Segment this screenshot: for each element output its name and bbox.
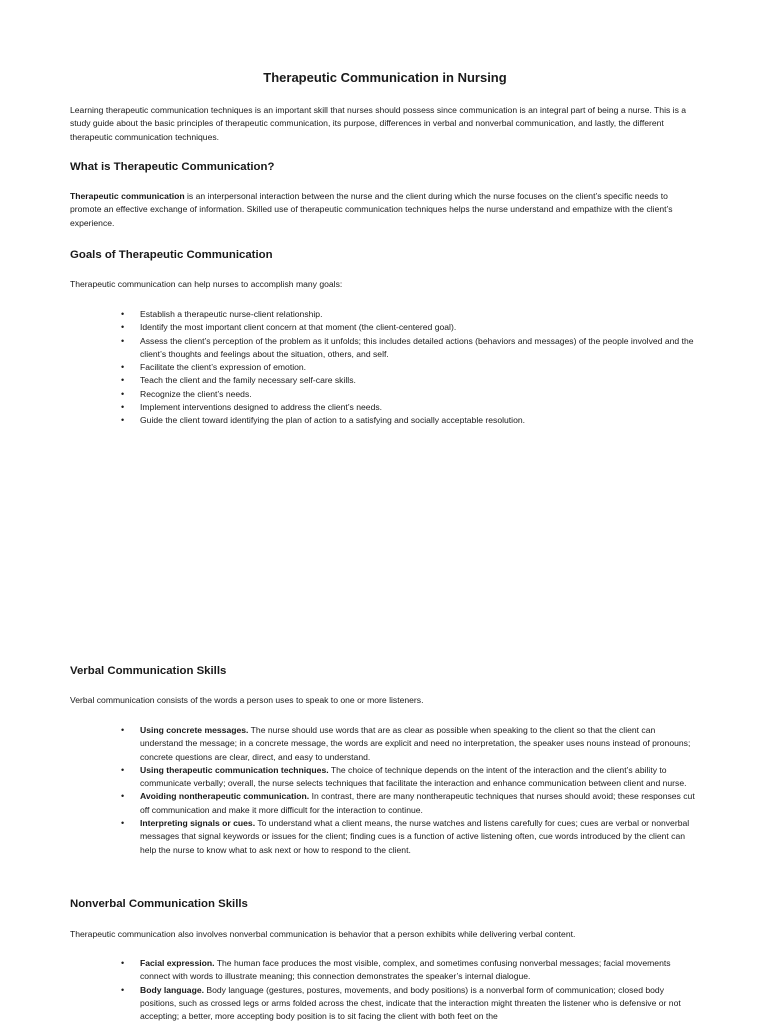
- what-term: Therapeutic communication: [70, 191, 185, 201]
- what-paragraph: [70, 190, 700, 230]
- list-item: • Guide the client toward identifying the plan of action to a satisfying and socially acceptable resolution.: [70, 414, 700, 427]
- list-item: • Teach the client and the family necessary self-care skills.: [70, 374, 700, 387]
- list-item: • Assess the client’s perception of the problem as it unfolds; this includes detailed actions (behaviors and messages) of the people involved and the client’s thoughts and feelings about the situation, others, and self.: [70, 335, 700, 362]
- verbal-heading: Verbal Communication Skills: [70, 665, 227, 677]
- verbal-list: [70, 724, 700, 857]
- list-item: • Establish a therapeutic nurse-client relationship.: [70, 308, 700, 321]
- what-text: is an interpersonal interaction between the nurse and the client during which the nurse focuses on the client’s specific needs to promote an effective exchange of information. Skilled use of therapeutic communication techniques helps the nurse understand and empathize with the client’s experience.: [70, 191, 673, 228]
- item-text: In contrast, there are many nontherapeutic techniques that nurses should avoid; these responses cut off communication and make it more difficult for the interaction to continue.: [140, 791, 695, 815]
- goals-heading: Goals of Therapeutic Communication: [70, 249, 273, 261]
- list-item: • Facilitate the client’s expression of emotion.: [70, 361, 700, 374]
- nonverbal-list: [70, 957, 700, 1023]
- item-text: To understand what a client means, the nurse watches and listens carefully for cues; cues are verbal or nonverbal messages that signal keywords or issues for the client; finding cues is a function of active listening often, cue words introduced by the client can help the nurse to know what to ask next or how to respond to the client.: [140, 818, 690, 855]
- goals-lead: Therapeutic communication can help nurses to accomplish many goals:: [70, 279, 343, 289]
- list-item: • Recognize the client’s needs.: [70, 388, 700, 401]
- nonverbal-lead: Therapeutic communication also involves nonverbal communication is behavior that a person exhibits while delivering verbal content.: [70, 929, 576, 939]
- verbal-lead: Verbal communication consists of the words a person uses to speak to one or more listeners.: [70, 695, 424, 705]
- item-term: Facial expression.: [140, 958, 215, 968]
- goals-list: [70, 308, 700, 428]
- list-item: • Implement interventions designed to address the client’s needs.: [70, 401, 700, 414]
- nonverbal-heading: Nonverbal Communication Skills: [70, 898, 248, 910]
- item-term: Body language.: [140, 984, 204, 995]
- list-item: • Identify the most important client concern at that moment (the client-centered goal).: [70, 321, 700, 334]
- what-heading: What is Therapeutic Communication?: [70, 161, 275, 173]
- item-term: Using therapeutic communication techniques.: [140, 764, 329, 775]
- list-item: [70, 724, 700, 764]
- item-term: Avoiding nontherapeutic communication.: [140, 791, 310, 802]
- intro-paragraph: Learning therapeutic communication techniques is an important skill that nurses should possess since communication is an integral part of being a nurse. This is a study guide about the basic principles of therapeutic communication, its purpose, differences in verbal and nonverbal communication, and lastly, the different therapeutic communication techniques.: [70, 105, 687, 142]
- item-term: Interpreting signals or cues.: [140, 818, 256, 829]
- item-text: The human face produces the most visible, complex, and sometimes confusing nonverbal messages; facial movements connect with words to illustrate meaning; this connection demonstrates the speaker’s internal dialogue.: [140, 958, 671, 982]
- item-text: The choice of technique depends on the intent of the interaction and the client’s ability to communicate verbally; overall, the nurse selects techniques that facilitate the interaction and enhance communication between client and nurse.: [140, 764, 687, 789]
- item-term: Using concrete messages.: [140, 725, 249, 735]
- list-item: [70, 764, 700, 791]
- list-item: [70, 790, 700, 817]
- item-text: Body language (gestures, postures, movements, and body positions) is a nonverbal form of communication; closed body positions, such as crossed legs or arms folded across the chest, indicate that the interaction might threaten the listener who is defensive or not accepting; a better, more accepting body position is to sit facing the client with both feet on the: [140, 984, 681, 1022]
- item-text: The nurse should use words that are as clear as possible when speaking to the client so that the client can understand the message; in a concrete message, the words are explicit and need no interpretation, the speaker uses nouns instead of pronouns; concrete questions are clear, direct, and easy to understand.: [140, 725, 691, 762]
- list-item: [70, 817, 700, 857]
- document-title: Therapeutic Communication in Nursing: [263, 70, 507, 85]
- list-item: [70, 957, 700, 984]
- list-item: [70, 984, 700, 1024]
